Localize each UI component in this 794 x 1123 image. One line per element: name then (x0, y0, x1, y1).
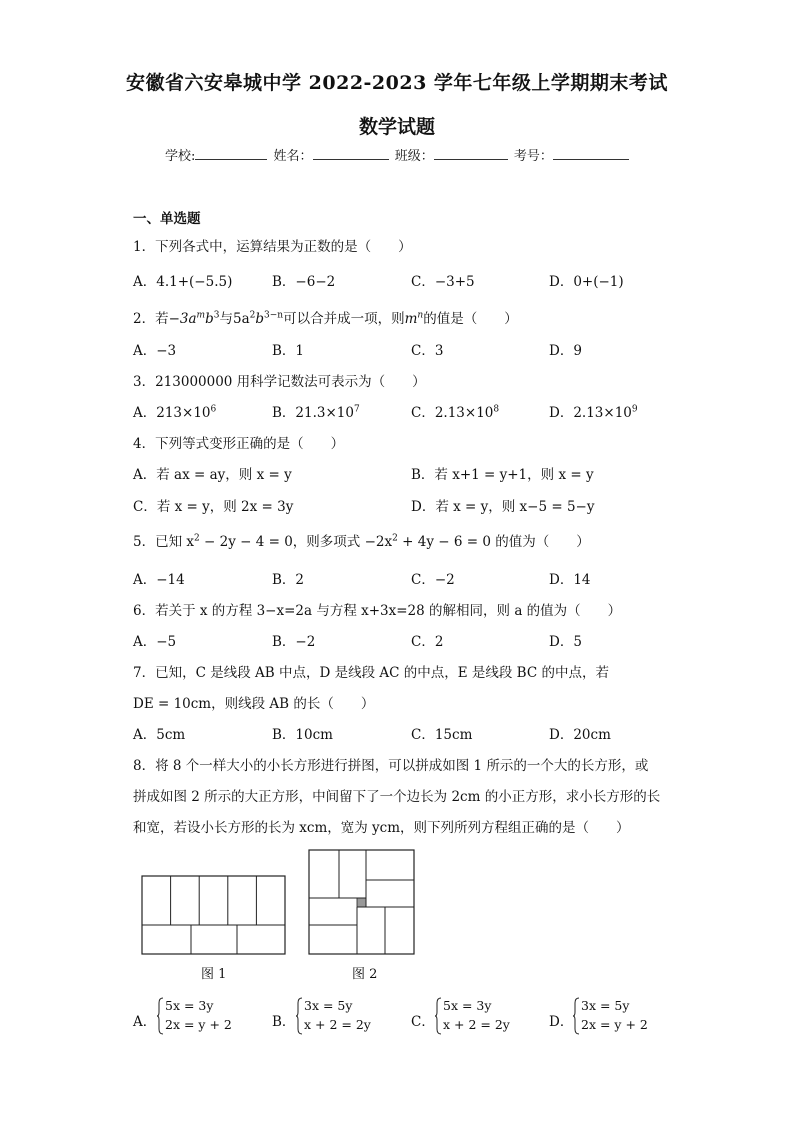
q2-option-d[interactable]: D．9 (549, 343, 582, 359)
q2-option-b[interactable]: B．1 (272, 343, 305, 359)
q6-option-b[interactable]: B．−2 (272, 634, 316, 650)
question-7-stem-line2: DE = 10cm，则线段 AB 的长（ ） (133, 696, 375, 712)
question-4-stem: 4．下列等式变形正确的是（ ） (133, 436, 345, 452)
q7-option-c[interactable]: C．15cm (411, 727, 473, 743)
q8-option-b-system[interactable]: 3x = 5y x + 2 = 2y (304, 998, 371, 1032)
figure-2-square-tiling (308, 849, 416, 956)
q1-option-b[interactable]: B．−6−2 (272, 274, 336, 290)
q4-option-d[interactable]: D．若 x = y，则 x−5 = 5−y (411, 499, 595, 515)
exam-number-label: 考号： (513, 149, 553, 164)
q4-option-c[interactable]: C．若 x = y，则 2x = 3y (133, 499, 294, 515)
q8-option-b-brace (295, 997, 303, 1035)
q8-option-d-label[interactable]: D． (549, 1014, 574, 1030)
q3-option-a[interactable]: A．$213\times 10^6$ (133, 404, 217, 421)
school-label: 学校: (165, 149, 196, 164)
q8-option-d-system[interactable]: 3x = 5y 2x = y + 2 (581, 998, 648, 1032)
question-7-stem-line1: 7．已知，C 是线段 AB 中点，D 是线段 AC 的中点，E 是线段 BC 的中点，若 (133, 665, 609, 681)
name-blank (313, 147, 389, 160)
q8-option-c-system[interactable]: 5x = 3y x + 2 = 2y (443, 998, 510, 1032)
q6-option-c[interactable]: C．2 (411, 634, 444, 650)
figure-2-caption: 图 2 (352, 967, 378, 982)
q8-option-d-brace (572, 997, 580, 1035)
q8-option-a-system[interactable]: 5x = 3y 2x = y + 2 (165, 998, 232, 1032)
school-blank (195, 147, 267, 160)
section-heading: 一、单选题 (133, 211, 201, 227)
q1-option-a[interactable]: A．4.1+(−5.5) (133, 274, 233, 290)
question-5-stem: 5．已知 $x^2 - 2y - 4 = 0$，则多项式 $-2x^2 + 4y - 6 = 0$ 的值为（ ） (133, 533, 590, 550)
question-2-stem: 2．若$-3a^mb^3$与$5a^2b^{3-n}$可以合并成一项，则$m^n$的值是（ ） (133, 310, 518, 327)
class-blank (434, 147, 508, 160)
q4-option-a[interactable]: A．若 ax = ay，则 x = y (133, 467, 292, 483)
q5-option-d[interactable]: D．14 (549, 572, 591, 588)
q1-option-c[interactable]: C．−3+5 (411, 274, 475, 290)
exam-subtitle: 数学试题 (358, 116, 435, 138)
q5-option-c[interactable]: C．−2 (411, 572, 455, 588)
student-info-line (165, 145, 631, 164)
exam-title: 安徽省六安皋城中学 2022-2023 学年七年级上学期期末考试 (126, 72, 668, 94)
question-6-stem: 6．若关于 x 的方程 3−x=2a 与方程 x+3x=28 的解相同，则 a 的值为（ ） (133, 603, 622, 619)
class-label: 班级： (394, 149, 434, 164)
question-8-stem-line2: 拼成如图 2 所示的大正方形，中间留下了一个边长为 2cm 的小正方形，求小长方形的长 (133, 789, 661, 805)
q3-option-d[interactable]: D．$2.13\times 10^9$ (549, 404, 638, 421)
q7-option-d[interactable]: D．20cm (549, 727, 611, 743)
q3-option-c[interactable]: C．$2.13\times 10^8$ (411, 404, 500, 421)
q8-option-a-label[interactable]: A． (133, 1014, 157, 1030)
q7-option-b[interactable]: B．10cm (272, 727, 333, 743)
q6-option-d[interactable]: D．5 (549, 634, 582, 650)
q2-option-a[interactable]: A．−3 (133, 343, 177, 359)
exam-number-blank (553, 147, 629, 160)
q6-option-a[interactable]: A．−5 (133, 634, 177, 650)
question-1-stem: 1．下列各式中，运算结果为正数的是（ ） (133, 239, 412, 255)
q2-option-c[interactable]: C．3 (411, 343, 444, 359)
figure-1-caption: 图 1 (201, 967, 227, 982)
q8-option-b-label[interactable]: B． (272, 1014, 296, 1030)
question-8-stem-line3: 和宽，若设小长方形的长为 xcm，宽为 ycm，则下列所列方程组正确的是（ ） (133, 820, 630, 836)
q1-option-d[interactable]: D．0+(−1) (549, 274, 624, 290)
q5-option-b[interactable]: B．2 (272, 572, 305, 588)
q5-option-a[interactable]: A．−14 (133, 572, 185, 588)
q8-option-a-brace (156, 997, 164, 1035)
name-label: 姓名： (273, 149, 313, 164)
q8-option-c-label[interactable]: C． (411, 1014, 435, 1030)
question-3-stem: 3．213000000 用科学记数法可表示为（ ） (133, 374, 426, 390)
q3-option-b[interactable]: B．$21.3\times 10^7$ (272, 404, 360, 421)
q8-option-c-brace (434, 997, 442, 1035)
figure-1-rectangle-tiling (141, 875, 287, 956)
q4-option-b[interactable]: B．若 x+1 = y+1，则 x = y (411, 467, 594, 483)
q7-option-a[interactable]: A．5cm (133, 727, 186, 743)
question-8-stem-line1: 8．将 8 个一样大小的小长方形进行拼图，可以拼成如图 1 所示的一个大的长方形，或 (133, 758, 649, 774)
